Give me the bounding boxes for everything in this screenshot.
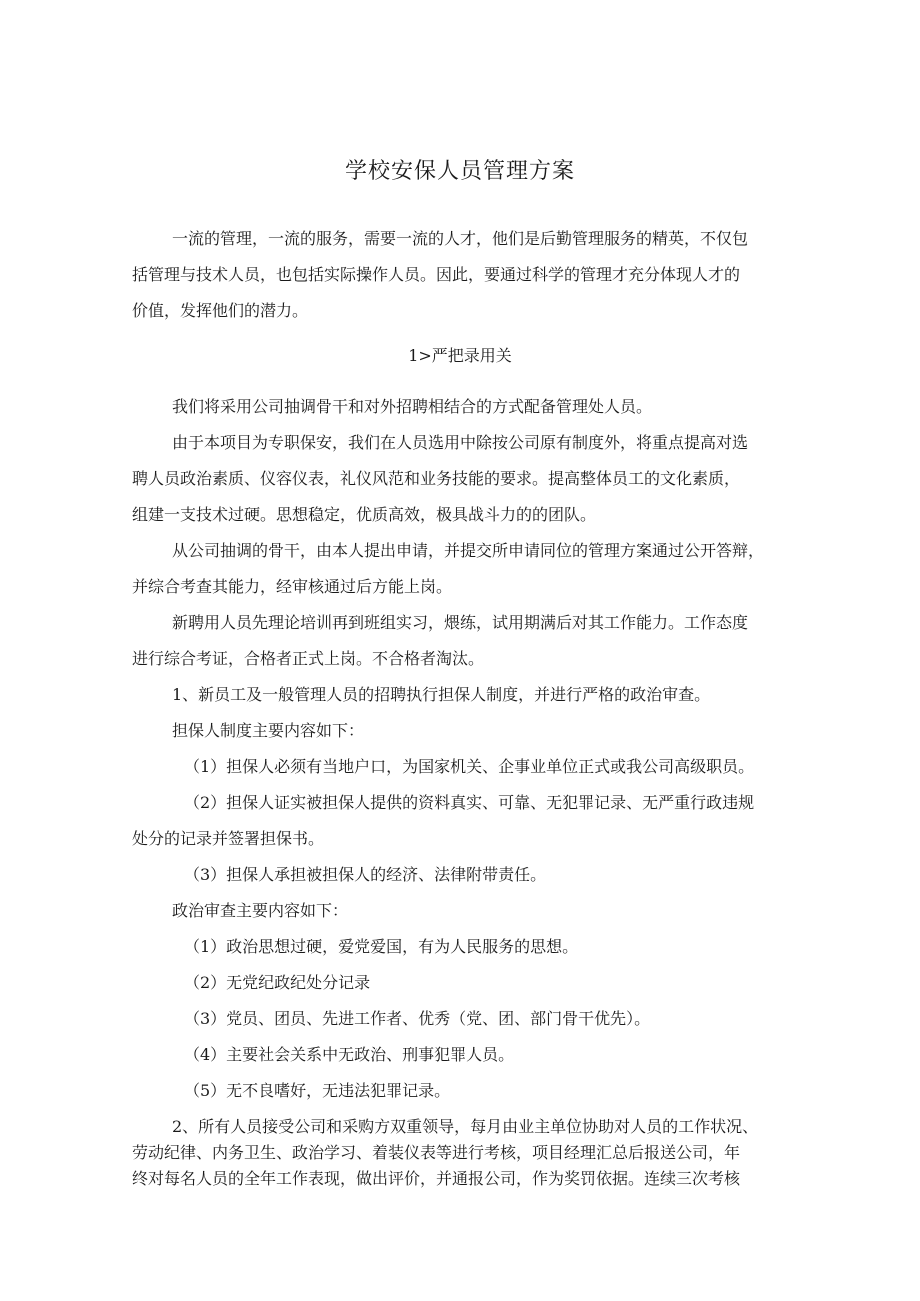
paragraph-line: 我们将采用公司抽调骨干和对外招聘相结合的方式配备管理处人员。 <box>172 397 653 416</box>
paragraph-line: 聘人员政治素质、仪容仪表，礼仪风范和业务技能的要求。提高整体员工的文化素质， <box>132 469 741 488</box>
paragraph-a <box>132 389 792 425</box>
paragraph-line: 组建一支技术过硬。思想稳定，优质高效，极具战斗力的的团队。 <box>132 505 597 524</box>
item-2 <box>132 1114 792 1192</box>
paragraph-line: 新聘用人员先理论培训再到班组实习，煨练，试用期满后对其工作能力。工作态度 <box>172 613 749 632</box>
political-heading <box>132 893 792 929</box>
paragraph-line: （3）担保人承担被担保人的经济、法律附带责任。 <box>184 865 547 884</box>
paragraph-line: 从公司抽调的骨干，由本人提出申请，并提交所申请同位的管理方案通过公开答辩， <box>172 541 765 560</box>
paragraph-d <box>132 605 792 677</box>
paragraph-c <box>132 533 792 605</box>
political-item-4 <box>132 1037 792 1073</box>
guarantor-item-3 <box>132 857 792 893</box>
guarantor-heading <box>132 713 792 749</box>
paragraph-line: 处分的记录并签署担保书。 <box>132 829 325 848</box>
intro-line: 括管理与技术人员，也包括实际操作人员。因此，要通过科学的管理才充分体现人才的 <box>132 265 741 284</box>
paragraph-line: 担保人制度主要内容如下： <box>172 721 365 740</box>
intro-paragraph <box>132 221 792 329</box>
paragraph-line: 终对每名人员的全年工作表现，做出评价，并通报公司，作为奖罚依据。连续三次考核 <box>132 1169 741 1188</box>
intro-line: 一流的管理，一流的服务，需要一流的人才，他们是后勤管理服务的精英，不仅包 <box>172 229 749 248</box>
political-item-5 <box>132 1073 792 1109</box>
paragraph-line: （4）主要社会关系中无政治、刑事犯罪人员。 <box>184 1045 515 1064</box>
guarantor-item-2 <box>132 785 792 857</box>
item-1 <box>132 677 792 713</box>
section-heading: 1>严把录用关 <box>408 346 512 365</box>
political-item-2 <box>132 965 792 1001</box>
paragraph-line: 1、新员工及一般管理人员的招聘执行担保人制度，并进行严格的政治审查。 <box>172 685 711 704</box>
political-item-1 <box>132 929 792 965</box>
paragraph-b <box>132 425 792 533</box>
paragraph-line: （3）党员、团员、先进工作者、优秀（党、团、部门骨干优先）。 <box>184 1009 651 1028</box>
paragraph-line: （5）无不良嗜好，无违法犯罪记录。 <box>184 1081 451 1100</box>
paragraph-line: 由于本项目为专职保安，我们在人员选用中除按公司原有制度外，将重点提高对选 <box>172 433 749 452</box>
paragraph-line: （1）政治思想过硬，爱党爱国，有为人民服务的思想。 <box>184 937 579 956</box>
document-title: 学校安保人员管理方案 <box>344 159 575 184</box>
paragraph-line: （2）担保人证实被担保人提供的资料真实、可靠、无犯罪记录、无严重行政违规 <box>184 793 755 812</box>
paragraph-line: （1）担保人必须有当地户口，为国家机关、企事业单位正式或我公司高级职员。 <box>184 757 755 776</box>
intro-line: 价值，发挥他们的潜力。 <box>132 301 309 320</box>
paragraph-line: 进行综合考证，合格者正式上岗。不合格者淘汰。 <box>132 649 485 668</box>
guarantor-item-1 <box>132 749 792 785</box>
paragraph-line: 政治审查主要内容如下： <box>172 901 349 920</box>
paragraph-line: 2、所有人员接受公司和采购方双重领导，每月由业主单位协助对人员的工作状况、 <box>172 1117 759 1136</box>
paragraph-line: 并综合考查其能力，经审核通过后方能上岗。 <box>132 577 453 596</box>
paragraph-line: （2）无党纪政纪处分记录 <box>184 973 371 992</box>
political-item-3 <box>132 1001 792 1037</box>
paragraph-line: 劳动纪律、内务卫生、政治学习、着装仪表等进行考核，项目经理汇总后报送公司，年 <box>132 1143 741 1162</box>
